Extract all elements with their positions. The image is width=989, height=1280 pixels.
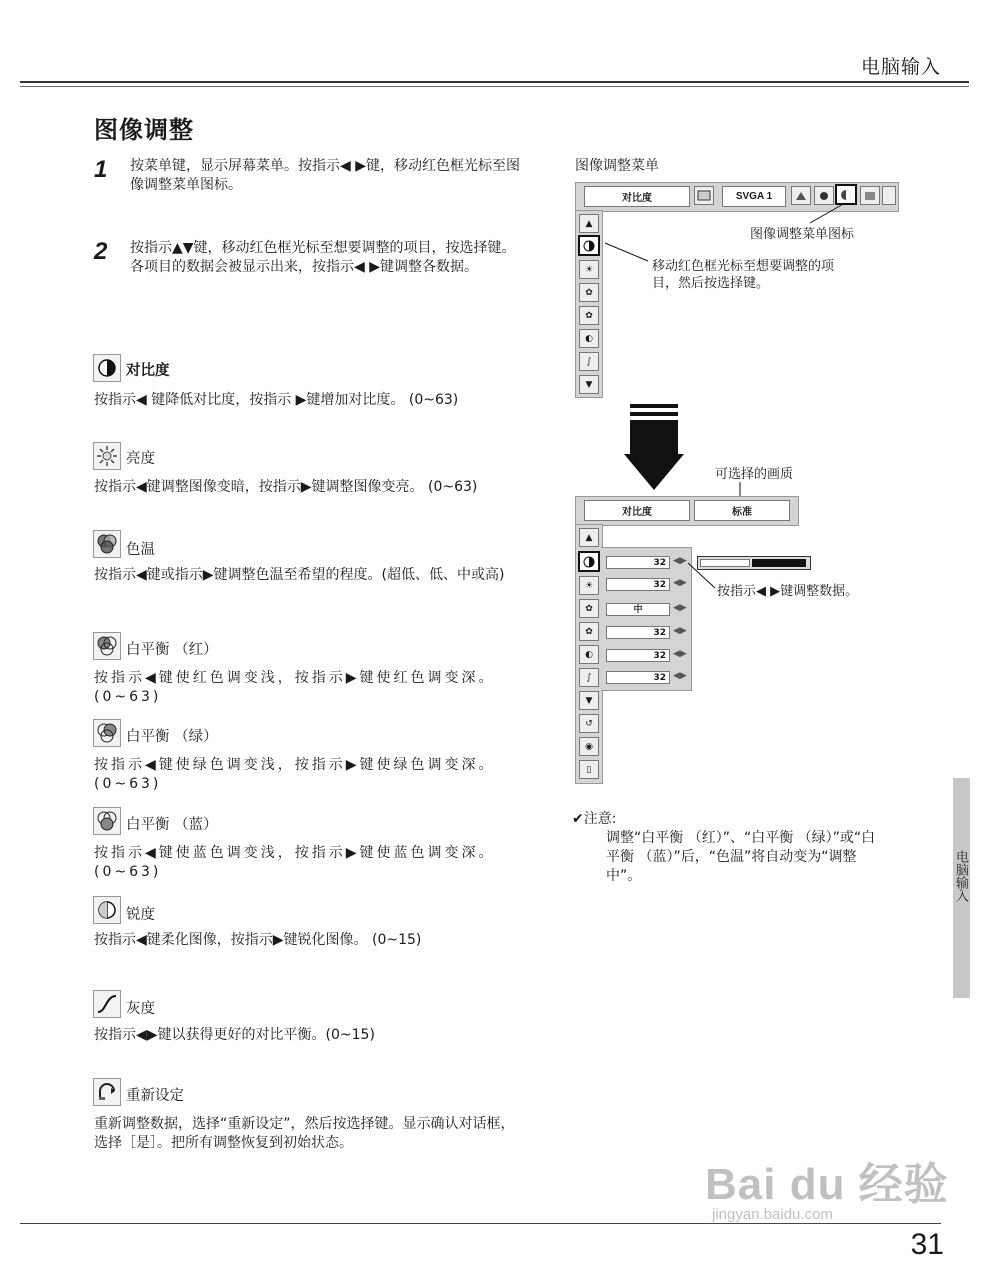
- white-balance-green-icon: [93, 719, 121, 747]
- header-rule: [20, 81, 969, 83]
- figure-caption: 图像调整菜单: [575, 158, 659, 174]
- callout-icon-label: 图像调整菜单图标: [750, 227, 855, 242]
- gamma-body: 按指示◀▶键以获得更好的对比平衡。(0~15): [94, 1027, 375, 1043]
- brightness-title: 亮度: [126, 451, 155, 467]
- white-balance-red-icon: [93, 632, 121, 660]
- menu2-scroll-up-icon: ▲: [579, 528, 599, 547]
- menu2-scroll-down-icon: ▼: [579, 691, 599, 710]
- footer-rule: [20, 1223, 941, 1224]
- menu2-field: 对比度: [584, 500, 690, 521]
- white-balance-blue-icon: [93, 807, 121, 835]
- menu2-quit-item: ▯: [579, 760, 599, 779]
- white-balance-blue-body: 按指示◀键使蓝色调变浅，按指示▶键使蓝色调变深。(0~63): [94, 845, 496, 880]
- side-tab-label: 电脑输入: [953, 850, 968, 902]
- white-balance-blue-title: 白平衡 （蓝）: [126, 817, 218, 833]
- menu1-scroll-up-icon: ▲: [579, 214, 599, 233]
- menu2-value-brightness: 32: [606, 578, 670, 591]
- menu2-contrast-item: [578, 551, 600, 572]
- white-balance-green-body: 按指示◀键使绿色调变浅，按指示▶键使绿色调变深。(0~63): [94, 757, 496, 792]
- menu1-color-temp-item: ✿: [579, 283, 599, 302]
- menu1-sharpness-item: ◐: [579, 329, 599, 348]
- arrow-bar-2: [630, 412, 678, 416]
- menu2-value-contrast: 32: [606, 556, 670, 569]
- menu1-contrast-item: [578, 235, 600, 256]
- menu2-sharpness-item: ◐: [579, 645, 599, 664]
- brightness-body: 按指示◀键调整图像变暗，按指示▶键调整图像变亮。 (0~63): [94, 479, 478, 495]
- menu2-value-arrows: ◀▶: [673, 626, 687, 636]
- slider-track: [752, 559, 806, 567]
- menu2-value-arrows: ◀▶: [673, 671, 687, 681]
- menu2-color-temp-item: ✿: [579, 599, 599, 618]
- menu2-value-wb-green: 32: [606, 649, 670, 662]
- gamma-title: 灰度: [126, 1001, 155, 1017]
- menu2-value-wb-red: 32: [606, 626, 670, 639]
- menu2-white-balance-item: ✿: [579, 622, 599, 641]
- reset-icon: [93, 1078, 121, 1106]
- contrast-title: 对比度: [126, 363, 170, 379]
- menu2-reset-item: ↺: [579, 714, 599, 733]
- menu2-brightness-item: ☀: [579, 576, 599, 595]
- reset-body: 重新调整数据，选择“重新设定”，然后按选择键。显示确认对话框，选择［是］。把所有调整恢复到初始状态。: [94, 1116, 515, 1151]
- watermark-brand: Bai du 经验: [705, 1160, 949, 1209]
- color-temp-icon: [93, 530, 121, 558]
- header-section-title: 电脑输入: [860, 56, 941, 78]
- header-rule-thin: [20, 86, 969, 87]
- callout-adjust-label: 按指示◀ ▶键调整数据。: [717, 584, 859, 599]
- white-balance-red-title: 白平衡 （红）: [126, 642, 218, 658]
- menu2-value-arrows: ◀▶: [673, 578, 687, 588]
- menu1-white-balance-item: ✿: [579, 306, 599, 325]
- menu2-value-color-temp: 中: [606, 603, 670, 616]
- menu2-store-item: ◉: [579, 737, 599, 756]
- watermark-url: jingyan.baidu.com: [712, 1206, 833, 1223]
- page-title: 图像调整: [94, 116, 194, 144]
- menu1-input-label: SVGA 1: [722, 186, 786, 207]
- sharpness-body: 按指示◀键柔化图像，按指示▶键锐化图像。 (0~15): [94, 932, 422, 948]
- color-temp-title: 色温: [126, 542, 155, 558]
- menu2-gamma-item: ∫: [579, 668, 599, 687]
- brightness-icon: [93, 442, 121, 470]
- color-temp-body: 按指示◀键或指示▶键调整色温至希望的程度。(超低、低、中或高): [94, 567, 505, 583]
- reset-title: 重新设定: [126, 1088, 184, 1104]
- menu1-brightness-item: ☀: [579, 260, 599, 279]
- step-2-text: 按指示▲▼键，移动红色框光标至想要调整的项目，按选择键。各项目的数据会被显示出来，按指示◀ ▶键调整各数据。: [130, 240, 516, 275]
- menu2-mode: 标准: [694, 500, 790, 521]
- menu1-scroll-down-icon: ▼: [579, 375, 599, 394]
- callout-quality-label: 可选择的画质: [715, 467, 794, 482]
- menu2-value-arrows: ◀▶: [673, 603, 687, 613]
- step-1-text: 按菜单键，显示屏幕菜单。按指示◀ ▶键，移动红色框光标至图像调整菜单图标。: [130, 158, 520, 193]
- white-balance-green-title: 白平衡 （绿）: [126, 729, 218, 745]
- down-arrow-icon: [624, 420, 684, 490]
- contrast-icon: [93, 354, 121, 382]
- sharpness-title: 锐度: [126, 907, 155, 923]
- menu2-value-arrows: ◀▶: [673, 556, 687, 566]
- step-1-number: 1: [94, 156, 108, 183]
- step-2-number: 2: [94, 238, 108, 265]
- menu2-value-arrows: ◀▶: [673, 649, 687, 659]
- callout-cursor-label: 移动红色框光标至想要调整的项目，然后按选择键。: [652, 259, 835, 291]
- note-text: 调整“白平衡 （红）”、“白平衡 （绿）”或“白平衡 （蓝）”后，“色温”将自动变为“调整中”。: [606, 830, 876, 884]
- sharpness-icon: [93, 896, 121, 924]
- gamma-icon: [93, 990, 121, 1018]
- contrast-body: 按指示◀ 键降低对比度，按指示 ▶键增加对比度。 (0~63): [94, 392, 459, 408]
- menu1-field: 对比度: [584, 186, 690, 207]
- menu1-gamma-item: ∫: [579, 352, 599, 371]
- note-label: ✔注意:: [572, 811, 617, 827]
- page-number: 31: [910, 1228, 944, 1261]
- menu2-value-wb-blue: 32: [606, 671, 670, 684]
- white-balance-red-body: 按指示◀键使红色调变浅，按指示▶键使红色调变深。(0~63): [94, 670, 496, 705]
- arrow-bar-1: [630, 404, 678, 408]
